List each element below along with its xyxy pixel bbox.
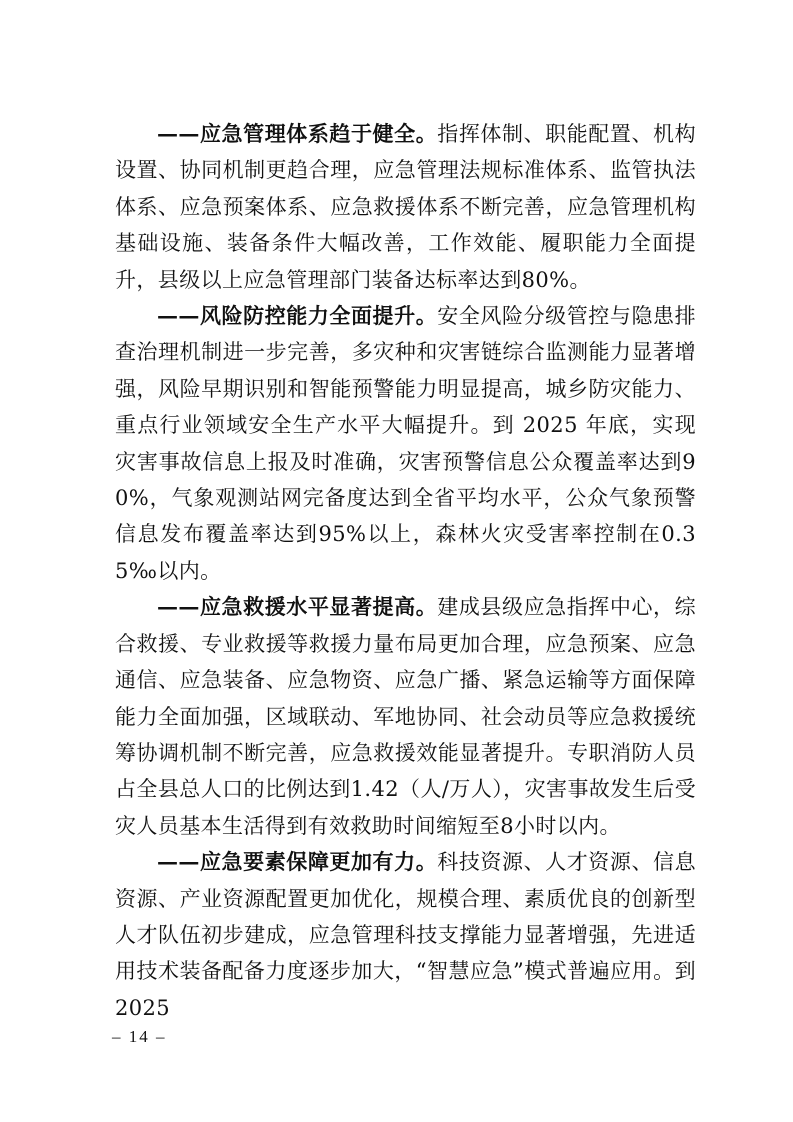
paragraph-body: 建成县级应急指挥中心，综合救援、专业救援等救援力量布局更加合理，应急预案、应急通信、应急装备、应急物资、应急广播、紧急运输等方面保障能力全面加强，区域联动、军地协同、社会动员等应急救援统筹协调机制不断完善，应急救援效能显著提升。专职消防人员占全县总人口的比例达到1.42（人/万人），灾害事故发生后受灾人员基本生活得到有效救助时间缩短至8小时以内。 [115,595,696,838]
paragraph-heading: ——应急要素保障更加有力。 [157,849,438,875]
paragraph-heading: ——应急管理体系趋于健全。 [157,121,438,146]
paragraph-rescue-level [115,589,696,844]
paragraph-body: 科技资源、人才资源、信息资源、产业资源配置更加优化，规模合理、素质优良的创新型人才队伍初步建成，应急管理科技支撑能力显著增强，先进适用技术装备配备力度逐步加大，“智慧应急”模式普遍应用。到 2025 [115,850,696,1020]
paragraph-body: 指挥体制、职能配置、机构设置、协同机制更趋合理，应急管理法规标准体系、监管执法体系、应急预案体系、应急救援体系不断完善，应急管理机构基础设施、装备条件大幅改善，工作效能、履职能力全面提升，县级以上应急管理部门装备达标率达到80%。 [115,122,696,292]
paragraph-heading: ——风险防控能力全面提升。 [157,303,438,329]
page-content [115,116,696,1026]
page-number: – 14 – [112,1027,167,1046]
paragraph-risk-control [115,298,696,589]
paragraph-emergency-system [115,116,696,298]
paragraph-body: 安全风险分级管控与隐患排查治理机制进一步完善，多灾种和灾害链综合监测能力显著增强，风险早期识别和智能预警能力明显提高，城乡防灾能力、重点行业领域安全生产水平大幅提升。到 2025 年底，实现灾害事故信息上报及时准确，灾害预警信息公众覆盖率达到90%，气象观测站网完备度达到全省平均水平，公众气象预警信息发布覆盖率达到95%以上，森林火灾受害率控制在0.35‰以内。 [115,304,696,583]
paragraph-element-support [115,844,696,1026]
paragraph-heading: ——应急救援水平显著提高。 [157,594,438,620]
